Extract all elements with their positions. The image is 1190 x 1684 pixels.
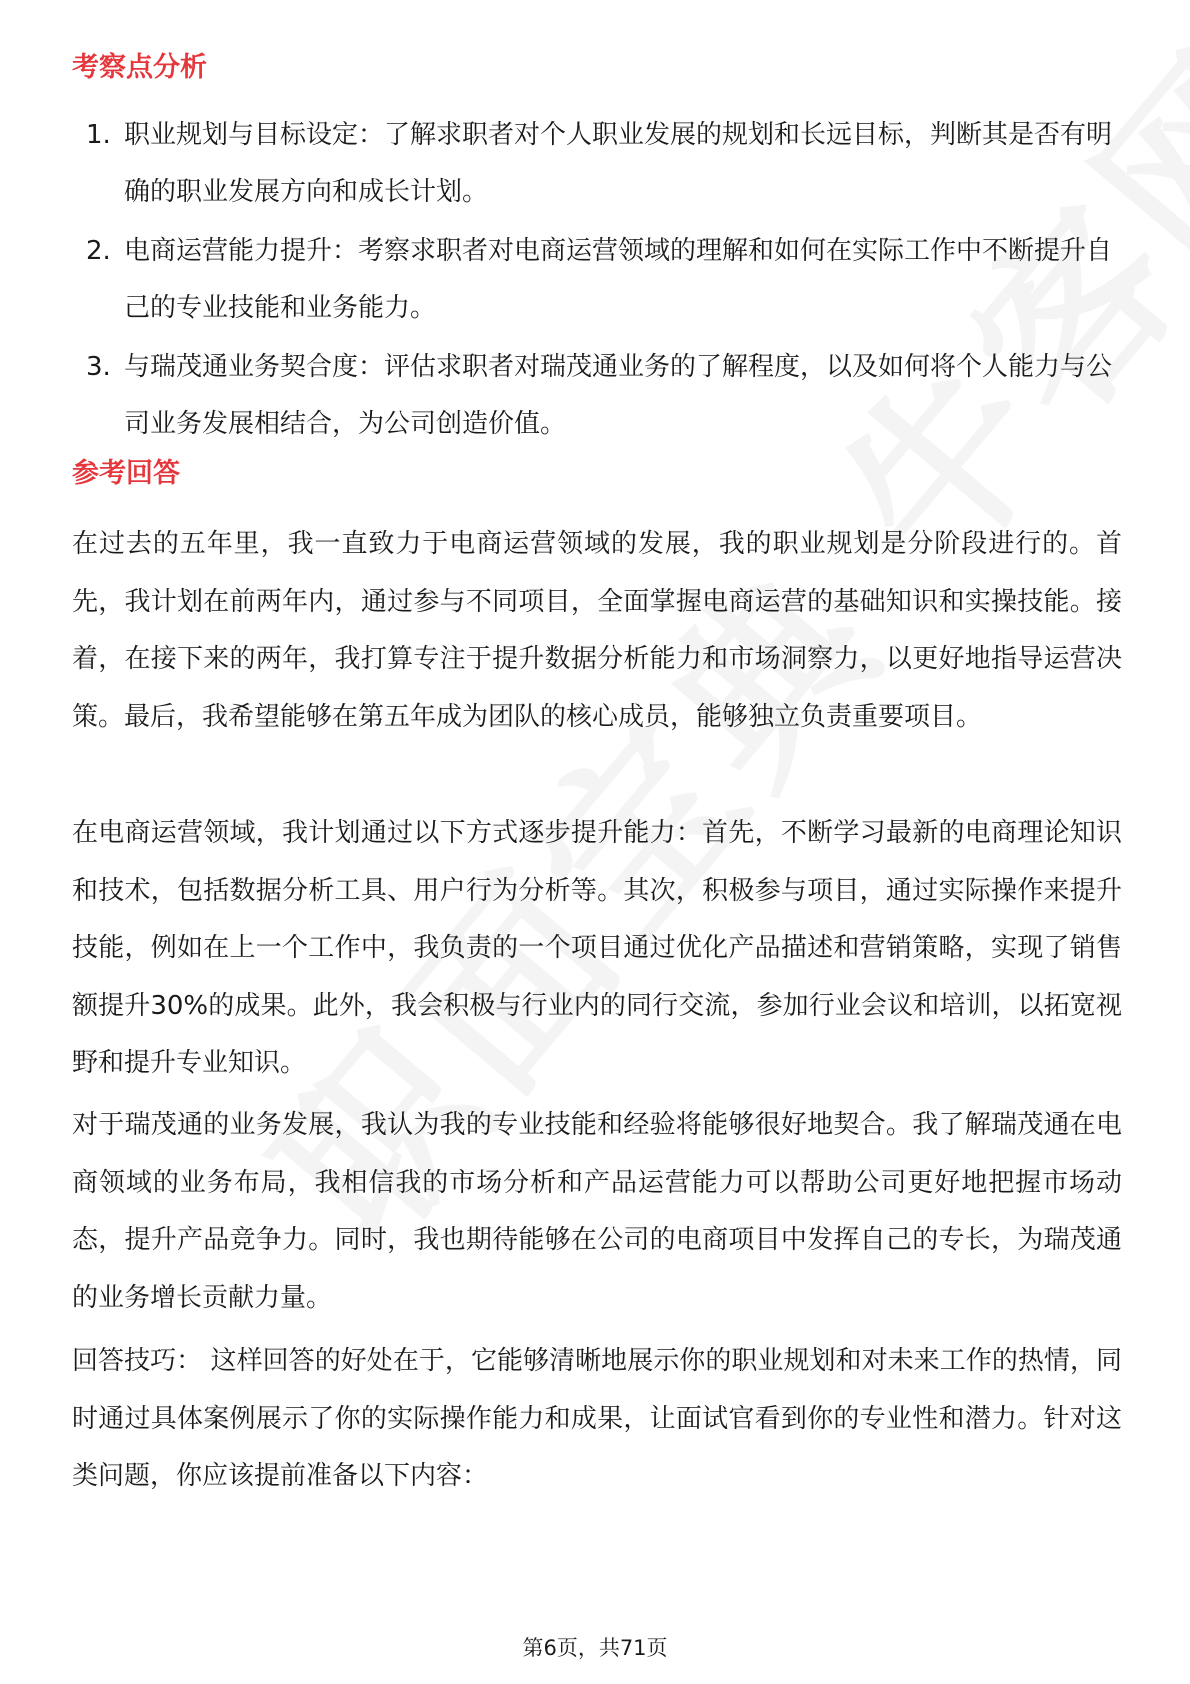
list-item: [72, 339, 1122, 453]
answer-paragraph-2: 在电商运营领域，我计划通过以下方式逐步提升能力：首先，不断学习最新的电商理论知识和技术，包括数据分析工具、用户行为分析等。其次，积极参与项目，通过实际操作来提升技能，例如在上一个工作中，我负责的一个项目通过优化产品描述和营销策略，实现了销售额提升30%的成果。此外，我会积极与行业内的同行交流，参加行业会议和培训，以拓宽视野和提升专业知识。: [72, 818, 1122, 1078]
page-number: 第6页，共71页: [522, 1636, 668, 1660]
list-item-number: 2.: [86, 236, 111, 266]
list-item-text: 电商运营能力提升：考察求职者对电商运营领域的理解和如何在实际工作中不断提升自己的专业技能和业务能力。: [124, 236, 1113, 323]
list-item: [72, 223, 1122, 337]
list-item: [72, 107, 1122, 221]
analysis-heading: 考察点分析: [72, 52, 207, 83]
list-item-text: 与瑞茂通业务契合度：评估求职者对瑞茂通业务的了解程度，以及如何将个人能力与公司业务发展相结合，为公司创造价值。: [124, 352, 1113, 439]
answer-heading: 参考回答: [72, 458, 180, 489]
answer-paragraph-1: 在过去的五年里，我一直致力于电商运营领域的发展，我的职业规划是分阶段进行的。首先，我计划在前两年内，通过参与不同项目，全面掌握电商运营的基础知识和实操技能。接着，在接下来的两年，我打算专注于提升数据分析能力和市场洞察力，以更好地指导运营决策。最后，我希望能够在第五年成为团队的核心成员，能够独立负责重要项目。: [72, 529, 1122, 732]
analysis-list: [72, 107, 1122, 455]
list-item-number: 3.: [86, 352, 111, 382]
list-item-number: 1.: [86, 120, 111, 150]
answer-paragraph-3: 对于瑞茂通的业务发展，我认为我的专业技能和经验将能够很好地契合。我了解瑞茂通在电商领域的业务布局，我相信我的市场分析和产品运营能力可以帮助公司更好地把握市场动态，提升产品竞争力。同时，我也期待能够在公司的电商项目中发挥自己的专长，为瑞茂通的业务增长贡献力量。: [72, 1110, 1122, 1313]
answer-tips-paragraph: 回答技巧： 这样回答的好处在于，它能够清晰地展示你的职业规划和对未来工作的热情，同时通过具体案例展示了你的实际操作能力和成果，让面试官看到你的专业性和潜力。针对这类问题，你应该提前准备以下内容：: [72, 1346, 1122, 1491]
list-item-text: 职业规划与目标设定：了解求职者对个人职业发展的规划和长远目标，判断其是否有明确的职业发展方向和成长计划。: [124, 120, 1113, 207]
